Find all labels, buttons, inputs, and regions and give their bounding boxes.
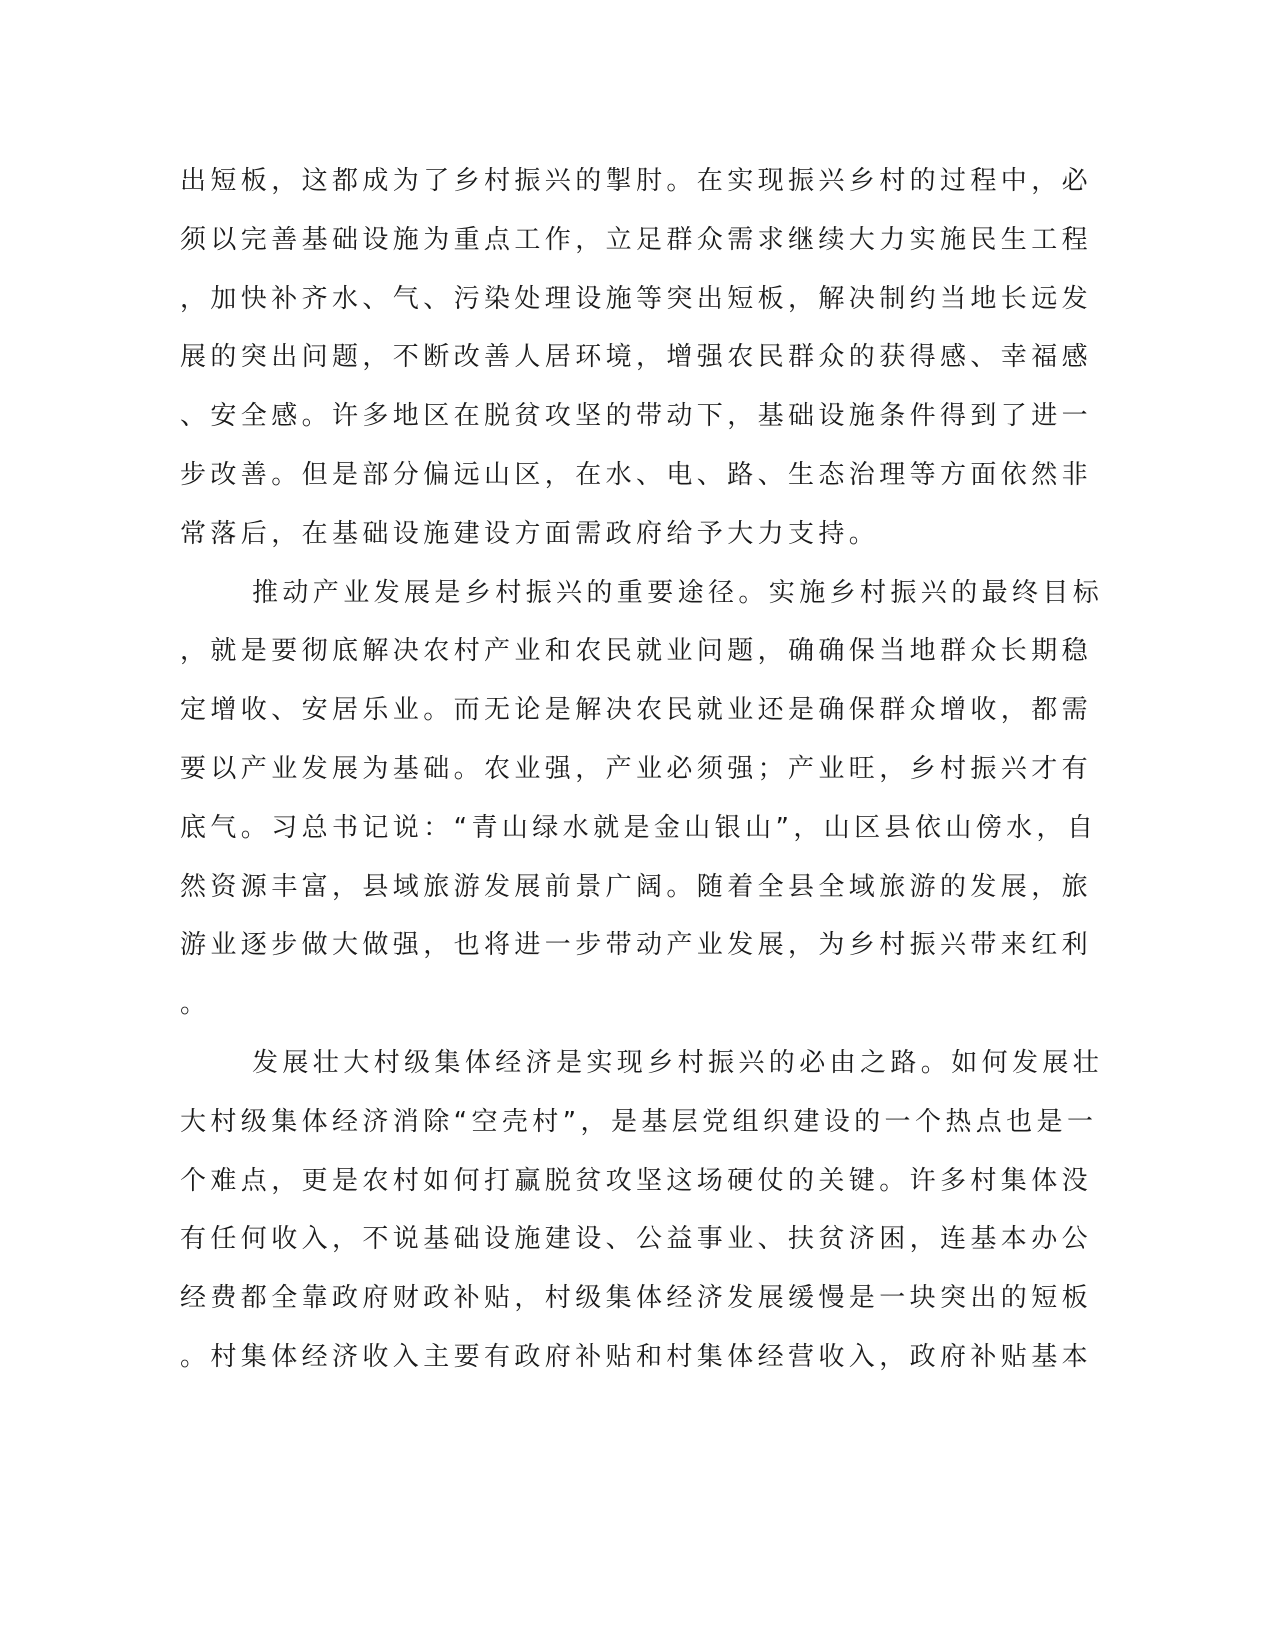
text-line: 个难点，更是农村如何打赢脱贫攻坚这场硬仗的关键。许多村集体没	[180, 1165, 1093, 1196]
text-line: 。村集体经济收入主要有政府补贴和村集体经营收入，政府补贴基本	[180, 1341, 1093, 1372]
text-line: 展的突出问题，不断改善人居环境，增强农民群众的获得感、幸福感	[180, 342, 1093, 373]
text-line: 常落后，在基础设施建设方面需政府给予大力支持。	[180, 518, 880, 549]
paragraph-collective-economy	[180, 1034, 1104, 1387]
text-line: ，加快补齐水、气、污染处理设施等突出短板，解决制约当地长远发	[180, 283, 1093, 314]
text-line: 然资源丰富，县域旅游发展前景广阔。随着全县全域旅游的发展，旅	[180, 871, 1093, 902]
text-line: 有任何收入，不说基础设施建设、公益事业、扶贫济困，连基本办公	[180, 1224, 1093, 1255]
text-line: 发展壮大村级集体经济是实现乡村振兴的必由之路。如何发展壮	[252, 1047, 1104, 1078]
text-line: 推动产业发展是乡村振兴的重要途径。实施乡村振兴的最终目标	[252, 577, 1104, 608]
body-text	[180, 152, 1104, 1387]
text-line: 要以产业发展为基础。农业强，产业必须强；产业旺，乡村振兴才有	[180, 753, 1093, 784]
text-line: 游业逐步做大做强，也将进一步带动产业发展，为乡村振兴带来红利	[180, 930, 1093, 961]
text-line: 。	[180, 989, 211, 1020]
text-line: 须以完善基础设施为重点工作，立足群众需求继续大力实施民生工程	[180, 224, 1093, 255]
text-line: 底气。习总书记说：“青山绿水就是金山银山”，山区县依山傍水，自	[180, 812, 1098, 843]
text-line: 、安全感。许多地区在脱贫攻坚的带动下，基础设施条件得到了进一	[180, 401, 1093, 432]
paragraph-infrastructure	[180, 152, 1093, 564]
text-line: ，就是要彻底解决农村产业和农民就业问题，确确保当地群众长期稳	[180, 636, 1093, 667]
text-line: 定增收、安居乐业。而无论是解决农民就业还是确保群众增收，都需	[180, 695, 1093, 726]
paragraph-industry	[180, 564, 1104, 1034]
text-line: 出短板，这都成为了乡村振兴的掣肘。在实现振兴乡村的过程中，必	[180, 166, 1093, 196]
text-line: 步改善。但是部分偏远山区，在水、电、路、生态治理等方面依然非	[180, 459, 1093, 490]
text-line: 大村级集体经济消除“空壳村”，是基层党组织建设的一个热点也是一	[180, 1106, 1098, 1137]
text-line: 经费都全靠政府财政补贴，村级集体经济发展缓慢是一块突出的短板	[180, 1283, 1093, 1314]
